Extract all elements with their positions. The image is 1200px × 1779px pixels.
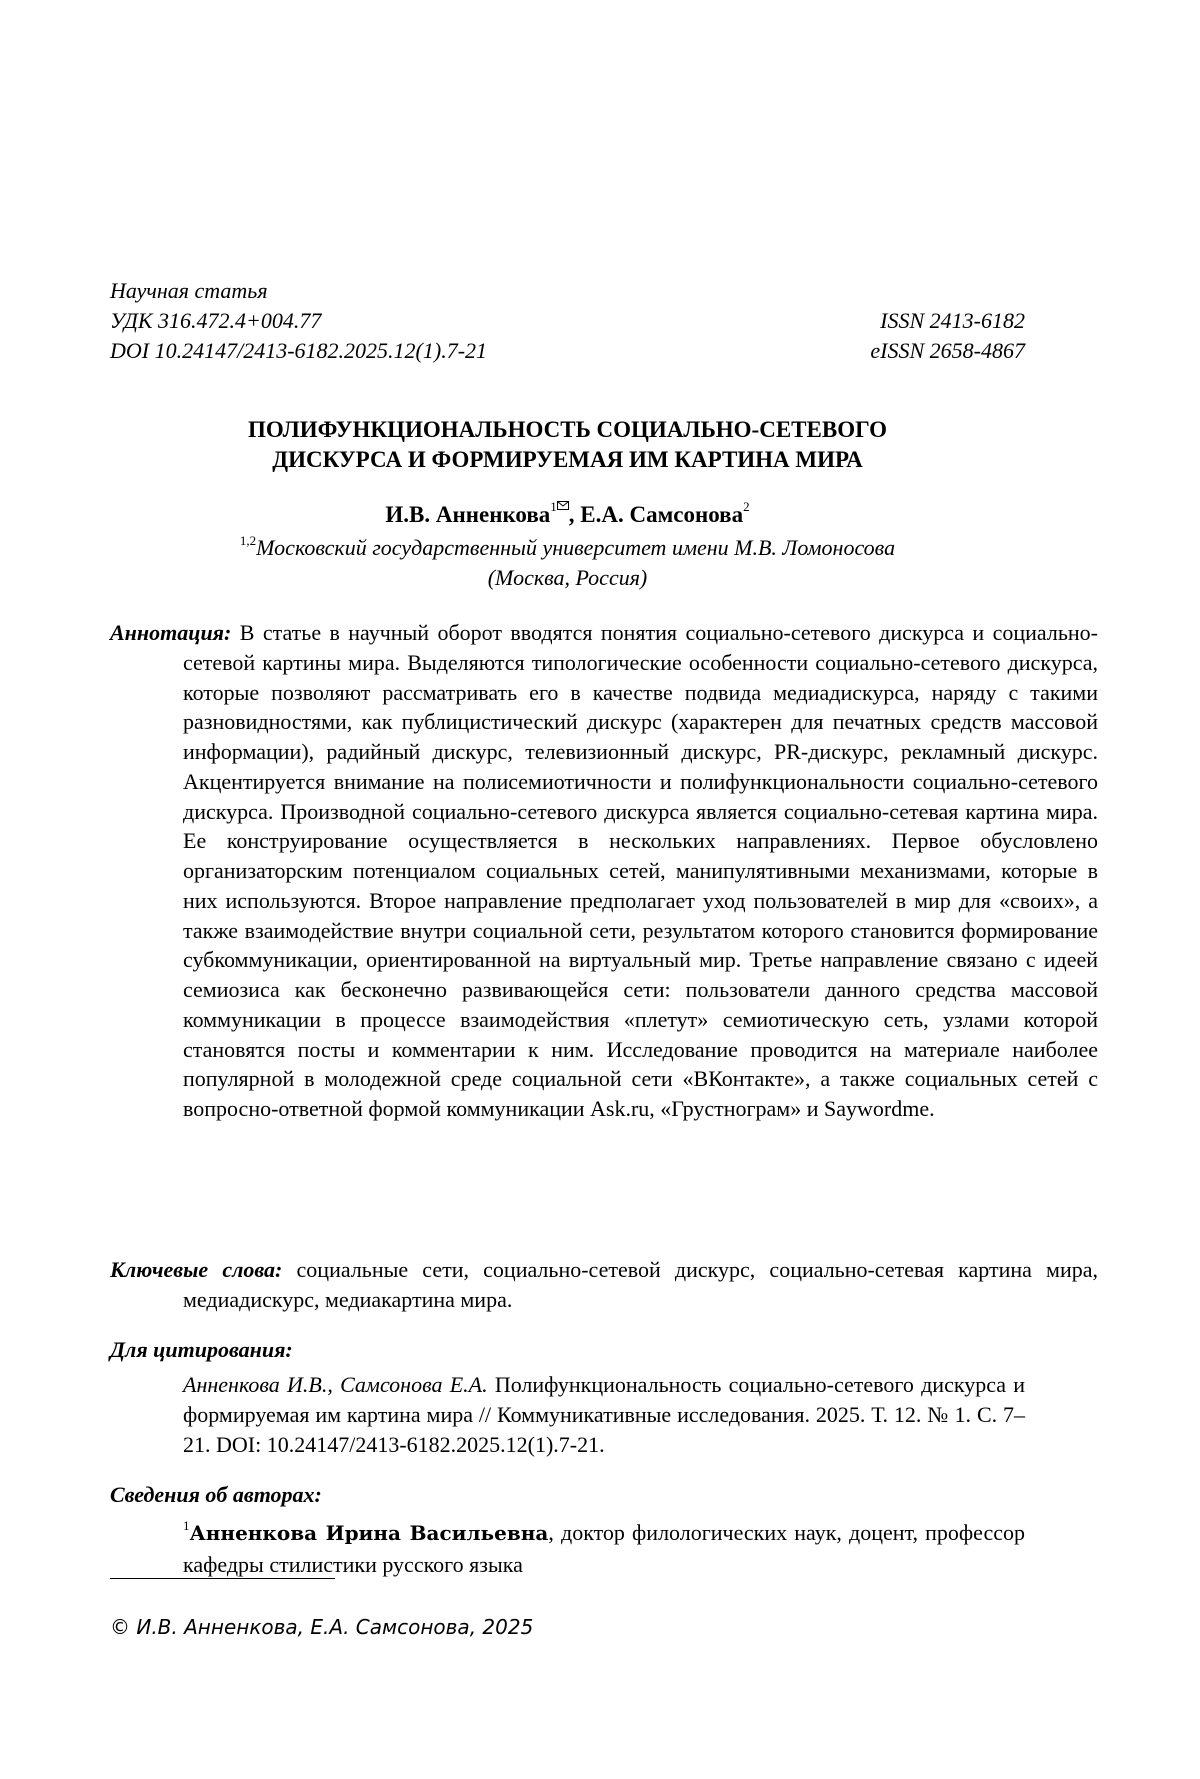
envelope-icon — [557, 501, 569, 510]
affiliation-line-2: (Москва, Россия) — [487, 565, 648, 590]
affiliation-line-1 — [110, 533, 1025, 563]
article-type: Научная статья — [110, 278, 268, 303]
abstract — [110, 618, 1098, 1124]
udc-code: УДК 316.472.4+004.77 — [110, 308, 322, 333]
author-1-sup: 1 — [550, 499, 557, 514]
author-2-sup: 2 — [743, 499, 750, 514]
author-1-name: И.В. Анненкова — [385, 502, 551, 527]
author-info-sup: 1 — [183, 1518, 190, 1533]
header-row-type — [110, 276, 1025, 306]
copyright: © И.В. Анненкова, Е.А. Самсонова, 2025 — [110, 1615, 534, 1639]
author-list — [110, 500, 1025, 530]
article-header — [110, 276, 1025, 366]
doi: DOI 10.24147/2413-6182.2025.12(1).7-21 — [110, 338, 488, 363]
affiliation-name: Московский государственный университет имени М.В. Ломоносова — [256, 535, 896, 560]
header-row-doi — [110, 336, 1025, 366]
keywords — [110, 1255, 1098, 1315]
issn: ISSN 2413-6182 — [880, 308, 1025, 333]
author-separator: , — [568, 502, 581, 527]
abstract-label: Аннотация: — [110, 620, 232, 645]
citation-text: Полифункциональность социально-сетевого дискурса и формируемая им картина мира // Коммуникативные исследования. 2025. Т. 12. № 1. С. 7–21. DOI: 10.24147/2413-6182.2025.12(1).7-21. — [183, 1372, 1026, 1457]
article-title — [110, 415, 1025, 475]
abstract-text: В статье в научный оборот вводятся понятия социально-сетевого дискурса и социально-сетевой картины мира. Выделяются типологические особенности социально-сетевого дискурса, которые позволяют рассматривать его в качестве подвида медиадискурса, наряду с такими разновидностями, как публицистический дискурс (характерен для печатных средств массовой информации), радийный дискурс, телевизионный дискурс, PR-дискурс, рекламный дискурс. Акцентируется внимание на полисемиотичности и полифункциональности социально-сетевого дискурса. Производной социально-сетевого дискурса является социально-сетевая картина мира. Ее конструирование осуществляется в нескольких направлениях. Первое обусловлено организаторским потенциалом социальных сетей, манипулятивными механизмами, которые в них используются. Второе направление предполагает уход пользователей в мир для «своих», а также взаимодействие внутри социальной сети, результатом которого становится формирование субкоммуникации, ориентированной на виртуальный мир. Третье направление связано с идеей семиозиса как бесконечно развивающейся сети: пользователи данного средства массовой коммуникации в процессе взаимодействия «плетут» семиотическую сеть, узлами которой становятся посты и комментарии к ним. Исследование проводится на материале наиболее популярной в молодежной среде социальной сети «ВКонтакте», а также социальных сетей с вопросно-ответной формой коммуникации Ask.ru, «Грустнограм» и Saywordme. — [183, 620, 1098, 1121]
citation-label: Для цитирования: — [110, 1337, 293, 1362]
keywords-label: Ключевые слова: — [110, 1257, 283, 1282]
affiliation-sup: 1,2 — [239, 533, 257, 548]
author-info-text: , доктор филологических наук, доцент, профессор кафедры стилистики русского языка — [183, 1520, 1025, 1577]
citation-authors: Анненкова И.В., Самсонова Е.А. — [183, 1372, 488, 1397]
affiliation — [110, 533, 1025, 593]
author-2-name: Е.А. Самсонова — [580, 502, 744, 527]
keywords-text: социальные сети, социально-сетевой дискурс, социально-сетевая картина мира, медиадискурс, медиакартина мира. — [183, 1257, 1099, 1312]
author-info-label: Сведения об авторах: — [110, 1482, 322, 1507]
citation — [183, 1370, 1025, 1459]
eissn: eISSN 2658-4867 — [870, 338, 1025, 363]
author-info — [183, 1517, 1025, 1580]
footnote-divider — [110, 1578, 335, 1579]
header-row-udc — [110, 306, 1025, 336]
title-line-1: ПОЛИФУНКЦИОНАЛЬНОСТЬ СОЦИАЛЬНО-СЕТЕВОГО — [247, 417, 888, 442]
title-line-2: ДИСКУРСА И ФОРМИРУЕМАЯ ИМ КАРТИНА МИРА — [272, 447, 863, 472]
author-info-name: Анненкова Ирина Васильевна — [189, 1521, 549, 1545]
